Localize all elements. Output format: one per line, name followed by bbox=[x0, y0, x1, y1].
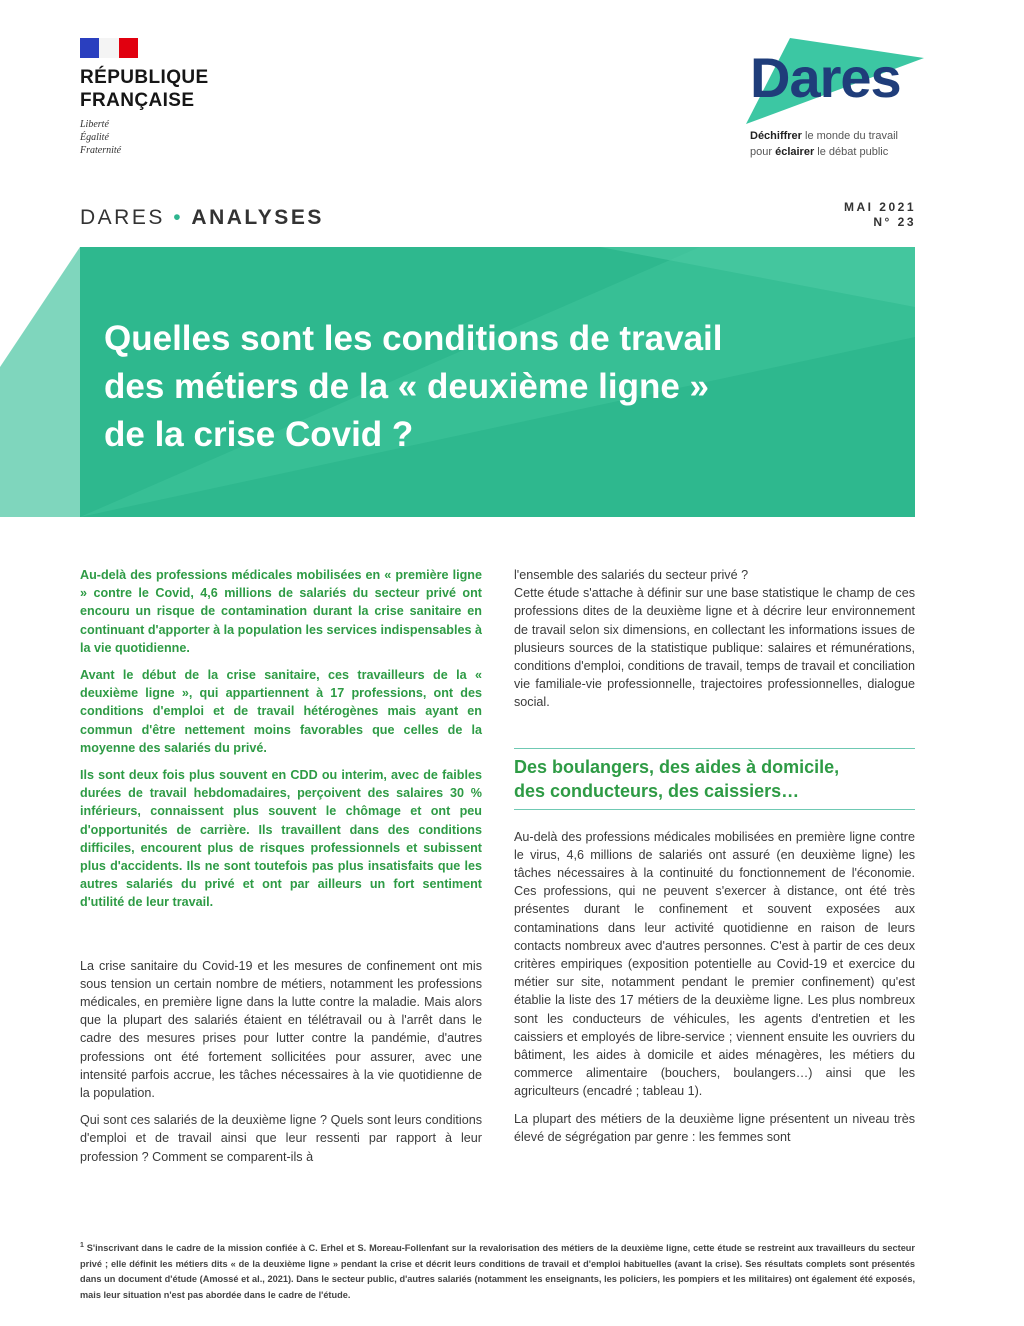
tagline-rest-1: le monde du travail bbox=[801, 130, 898, 142]
tagline-strong-1: Déchiffrer bbox=[750, 130, 802, 142]
footnote-text: S'inscrivant dans le cadre de la mission confiée à C. Erhel et S. Moreau-Follenfant sur la revalorisation des métiers de la deuxième ligne, cette étude se restreint aux travailleurs du secteur privé ; elle définit les métiers dits « de la deuxième ligne » pendant la crise et décrit leurs conditions de travail et d'emploi habituelles (avant la crise). Ses résultats complets sont présentés dans un document d'étude (Amossé et al., 2021). Dans le secteur public, d'autres salariés (notamment les enseignants, les policiers, les pompiers et les militaires) ont également été exposés, mais leur situation n'est pas abordée dans le cadre de l'étude. bbox=[80, 1243, 915, 1300]
summary-paragraph-1: Au-delà des professions médicales mobilisées en « première ligne » contre le Covid, 4,6 millions de salariés du secteur privé ont encouru un risque de contamination durant la crise sanitaire en continuant d'apporter à la population les services indispensables à la vie quotidienne. bbox=[80, 568, 482, 655]
dares-logo bbox=[738, 36, 924, 128]
motto-fraternite: Fraternité bbox=[80, 145, 122, 156]
intro-paragraph-3: l'ensemble des salariés du secteur privé ? bbox=[514, 568, 749, 582]
issue-number: N° 23 bbox=[873, 215, 916, 229]
dares-logo-word: Dares bbox=[750, 46, 901, 109]
title-line-1: Quelles sont les conditions de travail bbox=[104, 319, 723, 358]
intro-paragraph-4: Cette étude s'attache à définir sur une base statistique le champ de ces professions dites de la deuxième ligne et à décrire leur environnement de travail selon six dimensions, en collectant les informations issues de plusieurs sources de la statistique publique: salaires et rémunérations, conditions d'emploi, conditions de travail, temps de travail et conciliation vie familiale-vie professionnelle, trajectoires professionnelles, dialogue social. bbox=[514, 586, 915, 710]
republic-motto bbox=[80, 118, 209, 157]
section-paragraph-2: La plupart des métiers de la deuxième ligne présentent un niveau très élevé de ségrégation par genre : les femmes sont bbox=[514, 1111, 915, 1144]
footnote bbox=[80, 1238, 915, 1303]
title-line-2: des métiers de la « deuxième ligne » bbox=[104, 367, 709, 406]
issue-date: MAI 2021 bbox=[843, 200, 916, 214]
republic-line1: RÉPUBLIQUE bbox=[80, 67, 209, 88]
dares-tagline bbox=[750, 128, 898, 160]
intro-paragraph-1: La crise sanitaire du Covid-19 et les mesures de confinement ont mis sous tension un certain nombre de métiers, notamment les professions médicales, en première ligne dans la lutte contre la maladie. Mais alors que la plupart des salariés étaient en télétravail ou à l'arrêt dans le cadre des mesures prises pour lutter contre la pandémie, d'autres professions ont été fortement sollicitées pour assurer, avec une intensité parfois accrue, les tâches nécessaires à la vie quotidienne de la population. bbox=[80, 958, 482, 1101]
tagline-lead-2: pour bbox=[750, 146, 776, 158]
section-heading bbox=[514, 748, 915, 810]
series-right: ANALYSES bbox=[191, 206, 324, 229]
page-title bbox=[104, 315, 884, 459]
series-left: DARES bbox=[80, 206, 165, 229]
motto-liberte: Liberté bbox=[80, 119, 109, 130]
republique-francaise-logo bbox=[80, 38, 209, 157]
tagline-strong-2: éclairer bbox=[775, 146, 815, 158]
summary-paragraph-2: Avant le début de la crise sanitaire, ces travailleurs de la « deuxième ligne », qui appartiennent à 17 professions, ont des conditions d'emploi et de travail hétérogènes mais ayant en commun d'être nettement moins favorables que celles de la moyenne des salariés du privé. bbox=[80, 668, 482, 755]
motto-egalite: Égalité bbox=[80, 132, 109, 143]
republique-francaise-name bbox=[80, 66, 209, 112]
issue-info bbox=[844, 200, 916, 230]
section-paragraph-1: Au-delà des professions médicales mobilisées en première ligne contre le virus, 4,6 millions de salariés ont assuré (en deuxième ligne) les tâches nécessaires à la continuité du fonctionnement de l'économie. Ces professions, qui ne peuvent s'exercer à distance, ont été très présentes durant le confinement et souvent exposées aux contaminations dans leur activité quotidienne en raison de leurs contacts nombreux avec d'autres personnes. C'est à partir de ces deux critères empiriques (exposition potentielle au Covid-19 et exercice du métier sur site, notamment pendant le premier confinement) qu'est établie la liste des 17 métiers de la deuxième ligne. Les plus nombreux sont les conducteurs de véhicules, les agents d'entretien et les caissiers et employés de libre-service ; viennent ensuite les ouvriers du bâtiment, les aides à domicile et aides ménagères, les métiers du commerce alimentaire (bouchers, boulangers…) ainsi que les agriculteurs (encadré ; tableau 1). bbox=[514, 829, 915, 1099]
footnote-marker: 1 bbox=[80, 1242, 84, 1249]
series-dot: • bbox=[173, 206, 184, 229]
title-line-3: de la crise Covid ? bbox=[104, 415, 414, 454]
left-column bbox=[80, 566, 482, 1175]
section-heading-line-1: Des boulangers, des aides à domicile, bbox=[514, 756, 840, 777]
summary-paragraph-3: Ils sont deux fois plus souvent en CDD ou interim, avec de faibles durées de travail hebdomadaires, perçoivent des salaires 30 % inférieurs, connaissent plus souvent le chômage et ont peu d'opportunités de carrière. Ils travaillent dans des conditions difficiles, encourent plus de risques professionnels et subissent plus d'accidents. Ils ne sont toutefois pas plus insatisfaits que les autres salariés du privé et ont par ailleurs un fort sentiment d'utilité de leur travail. bbox=[80, 768, 482, 910]
title-banner bbox=[0, 247, 915, 517]
right-column bbox=[514, 566, 915, 1155]
french-flag-icon bbox=[80, 38, 138, 58]
republic-line2: FRANÇAISE bbox=[80, 90, 195, 111]
section-heading-line-2: des conducteurs, des caissiers… bbox=[514, 780, 800, 801]
tagline-rest-2: le débat public bbox=[814, 146, 889, 158]
intro-paragraph-2: Qui sont ces salariés de la deuxième ligne ? Quels sont leurs conditions d'emploi et de travail ainsi que leur ressenti par rapport à leur profession ? Comment se comparent-ils à bbox=[80, 1113, 482, 1164]
series-title bbox=[80, 206, 324, 230]
